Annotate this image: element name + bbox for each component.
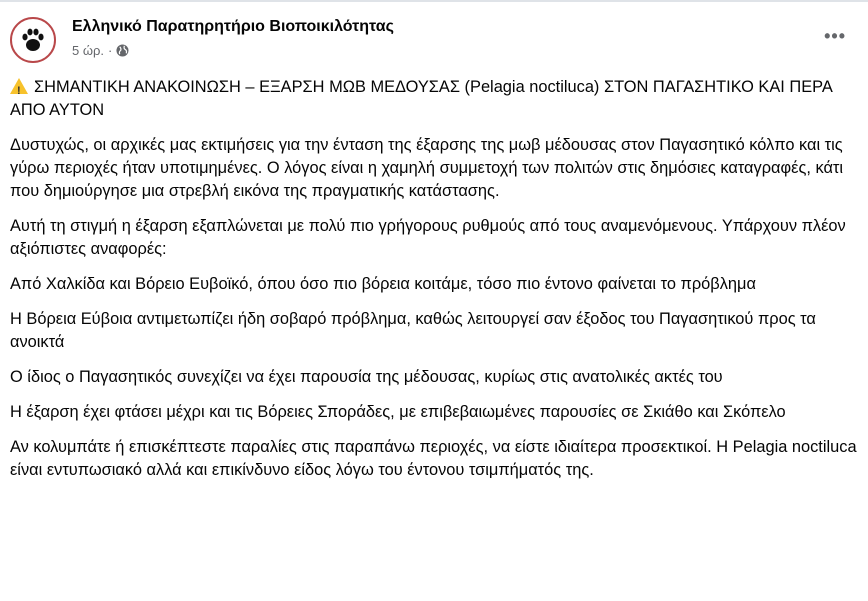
paragraph: Η έξαρση έχει φτάσει μέχρι και τις Βόρειες Σποράδες, με επιβεβαιωμένες παρουσίες σε Σκιάθο και Σκόπελο (10, 403, 786, 421)
post-body (10, 76, 858, 494)
post-title-line (10, 76, 858, 122)
top-divider (0, 0, 868, 2)
globe-icon (116, 44, 129, 57)
post-title: ΣΗΜΑΝΤΙΚΗ ΑΝΑΚΟΙΝΩΣΗ – ΕΞΑΡΣΗ ΜΩΒ ΜΕΔΟΥΣΑΣ (Pelagia noctiluca) ΣΤΟΝ ΠΑΓΑΣΗΤΙΚΟ ΚΑΙ ΠΕΡΑ ΑΠΟ ΑΥΤΟΝ (10, 78, 832, 119)
post-time[interactable]: 5 ώρ. (72, 43, 104, 58)
paragraph: Ο ίδιος ο Παγασητικός συνεχίζει να έχει παρουσία της μέδουσας, κυρίως στις ανατολικές ακτές του (10, 368, 723, 386)
paw-logo-icon (18, 25, 48, 55)
page-avatar[interactable] (10, 17, 56, 63)
paragraph: Αν κολυμπάτε ή επισκέπτεστε παραλίες στις παραπάνω περιοχές, να είστε ιδιαίτερα προσεκτικοί. Η Pelagia noctiluca είναι εντυπωσιακό αλλά και επικίνδυνο είδος λόγω του έντονου τσιμπήματός της. (10, 438, 857, 479)
paragraph: Από Χαλκίδα και Βόρειο Ευβοϊκό, όπου όσο πιο βόρεια κοιτάμε, τόσο πιο έντονο φαίνεται το πρόβλημα (10, 275, 756, 293)
paragraph: Αυτή τη στιγμή η έξαρση εξαπλώνεται με πολύ πιο γρήγορους ρυθμούς από τους αναμενόμενους. Υπάρχουν πλέον αξιόπιστες αναφορές: (10, 217, 846, 258)
more-options-button[interactable]: ••• (824, 26, 846, 46)
warning-icon (10, 78, 28, 94)
paragraph: Η Βόρεια Εύβοια αντιμετωπίζει ήδη σοβαρό πρόβλημα, καθώς λειτουργεί σαν έξοδος του Παγασητικού προς τα ανοικτά (10, 310, 816, 351)
post-meta (72, 43, 129, 58)
author-name[interactable]: Ελληνικό Παρατηρητήριο Βιοποικιλότητας (72, 18, 394, 35)
paragraph: Δυστυχώς, οι αρχικές μας εκτιμήσεις για την ένταση της έξαρσης της μωβ μέδουσας στον Παγασητικό κόλπο και τις γύρω περιοχές ήταν υποτιμημένες. Ο λόγος είναι η χαμηλή συμμετοχή των πολιτών στις δημόσιες καταγραφές, κάτι που δημιούργησε μια στρεβλή εικόνα της πραγματικής κατάστασης. (10, 136, 844, 200)
separator: · (108, 43, 113, 58)
